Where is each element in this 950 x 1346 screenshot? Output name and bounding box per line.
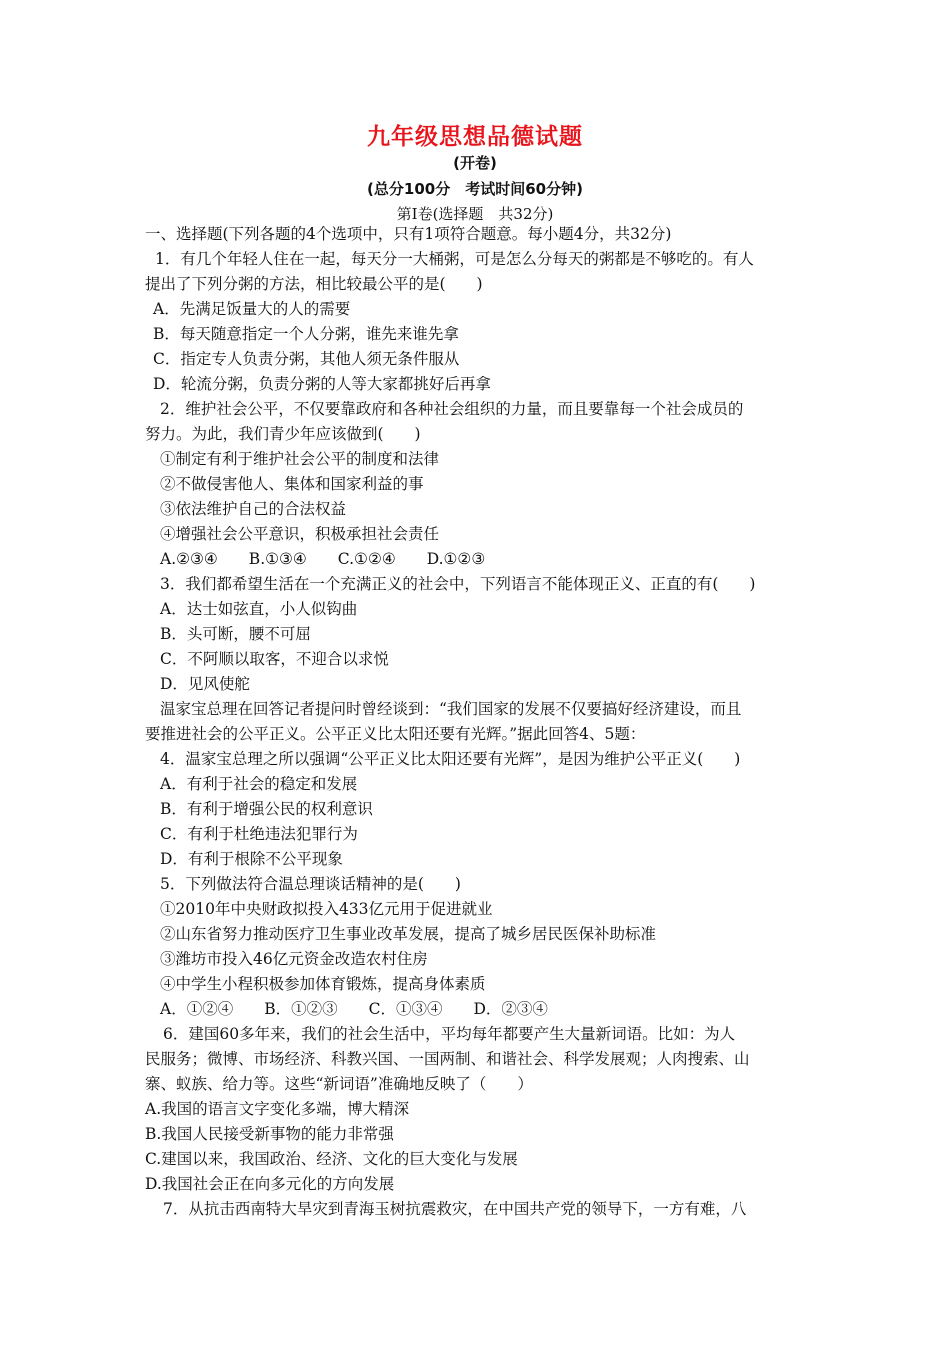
score-time-label: (总分100分 考试时间60分钟)	[367, 180, 583, 198]
exam-title: 九年级思想品德试题	[367, 124, 583, 150]
q2-statement-3: ③依法维护自己的合法权益	[160, 500, 347, 518]
q1-option-c: C．指定专人负责分粥，其他人须无条件服从	[153, 350, 460, 368]
q6-option-d: D.我国社会正在向多元化的方向发展	[145, 1175, 395, 1193]
q1-option-d: D．轮流分粥，负责分粥的人等大家都挑好后再拿	[153, 375, 491, 393]
q4-option-d: D．有利于根除不公平现象	[160, 850, 343, 868]
q3-option-d: D．见风使舵	[160, 675, 250, 693]
q2-statement-4: ④增强社会公平意识，积极承担社会责任	[160, 525, 440, 543]
q3-option-a: A．达士如弦直，小人似钩曲	[160, 600, 358, 618]
q1-option-b: B．每天随意指定一个人分粥，谁先来谁先拿	[153, 325, 459, 343]
material-line-1: 温家宝总理在回答记者提问时曾经谈到：“我们国家的发展不仅要搞好经济建设，而且	[160, 700, 742, 718]
open-book-label: (开卷)	[453, 154, 497, 172]
q7-stem-line-1: 7．从抗击西南特大旱灾到青海玉树抗震救灾，在中国共产党的领导下，一方有难，八	[163, 1200, 747, 1218]
q5-stem: 5．下列做法符合温总理谈话精神的是( )	[160, 875, 461, 893]
q6-option-a: A.我国的语言文字变化多端，博大精深	[145, 1100, 410, 1118]
q2-statement-2: ②不做侵害他人、集体和国家利益的事	[160, 475, 424, 493]
q4-option-b: B．有利于增强公民的权利意识	[160, 800, 373, 818]
q6-stem-line-1: 6．建国60多年来，我们的社会生活中，平均每年都要产生大量新词语。比如：为人	[163, 1025, 736, 1043]
q4-stem: 4．温家宝总理之所以强调“公平正义比太阳还要有光辉”，是因为维护公平正义( )	[160, 750, 741, 768]
q3-option-b: B．头可断，腰不可屈	[160, 625, 311, 643]
q5-options: A．①②④ B．①②③ C．①③④ D．②③④	[160, 1000, 548, 1018]
q3-stem: 3．我们都希望生活在一个充满正义的社会中，下列语言不能体现正义、正直的有( )	[160, 575, 756, 593]
instruction-line: 一、选择题(下列各题的4个选项中，只有1项符合题意。每小题4分，共32分)	[145, 225, 672, 243]
q1-stem-line-1: 1．有几个年轻人住在一起，每天分一大桶粥，可是怎么分每天的粥都是不够吃的。有人	[155, 250, 754, 268]
section-title: 第Ⅰ卷(选择题 共32分)	[396, 205, 554, 223]
q6-option-c: C.建国以来，我国政治、经济、文化的巨大变化与发展	[145, 1150, 518, 1168]
q5-statement-2: ②山东省努力推动医疗卫生事业改革发展，提高了城乡居民医保补助标准	[160, 925, 657, 943]
q4-option-a: A．有利于社会的稳定和发展	[160, 775, 358, 793]
q6-option-b: B.我国人民接受新事物的能力非常强	[145, 1125, 394, 1143]
q5-statement-1: ①2010年中央财政拟投入433亿元用于促进就业	[160, 900, 493, 918]
q6-stem-line-2: 民服务；微博、市场经济、科教兴国、一国两制、和谐社会、科学发展观；人肉搜索、山	[145, 1050, 750, 1068]
q3-option-c: C．不阿顺以取客，不迎合以求悦	[160, 650, 389, 668]
q5-statement-4: ④中学生小程积极参加体育锻炼，提高身体素质	[160, 975, 486, 993]
q6-stem-line-3: 寨、蚁族、给力等。这些“新词语”准确地反映了（ ）	[145, 1075, 533, 1093]
q1-option-a: A．先满足饭量大的人的需要	[153, 300, 351, 318]
material-line-2: 要推进社会的公平正义。公平正义比太阳还要有光辉。”据此回答4、5题：	[145, 725, 646, 743]
q5-statement-3: ③潍坊市投入46亿元资金改造农村住房	[160, 950, 428, 968]
q2-options: A.②③④ B.①③④ C.①②④ D.①②③	[160, 550, 486, 568]
q4-option-c: C．有利于杜绝违法犯罪行为	[160, 825, 358, 843]
q2-stem-line-1: 2．维护社会公平，不仅要靠政府和各种社会组织的力量，而且要靠每一个社会成员的	[160, 400, 744, 418]
q1-stem-line-2: 提出了下列分粥的方法，相比较最公平的是( )	[145, 275, 483, 293]
q2-stem-line-2: 努力。为此，我们青少年应该做到( )	[145, 425, 421, 443]
q2-statement-1: ①制定有利于维护社会公平的制度和法律	[160, 450, 440, 468]
